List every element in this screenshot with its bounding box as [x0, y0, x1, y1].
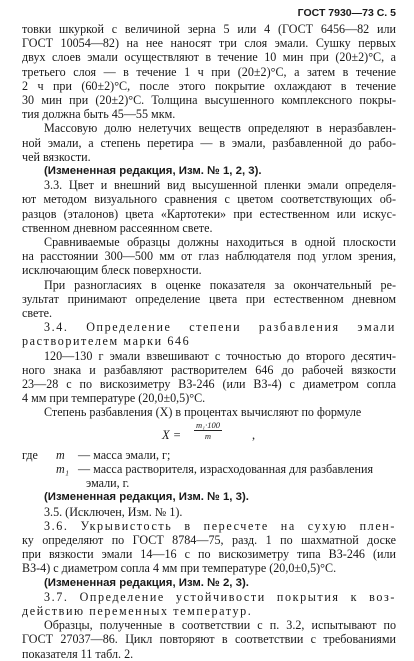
text-line: на расстоянии 300—500 мм от глаз наблюдателя под углом зрения, — [22, 249, 396, 264]
def-text: эмали, г. — [86, 476, 130, 491]
text-line: зультат принимают определение цвета при естественном дневном — [22, 291, 396, 306]
text-line: третьего слоя — в течение 1 ч при (20±2)°С, а затем в течение — [22, 64, 396, 79]
def-text: — масса эмали, г; — [78, 447, 171, 462]
paragraph-drying — [22, 22, 396, 121]
def-symbol: m₁ — [56, 461, 69, 476]
dilution-formula — [22, 420, 396, 448]
text-line: ВЗ-4) с диаметром сопла 4 мм при температуре (20,0±0,5)°С. — [22, 561, 337, 576]
text-line: ГОСТ 27037—86. Цикл повторяют в соответствии с требованиями — [22, 632, 396, 647]
formula-fraction — [194, 420, 222, 441]
paragraph-mass-fraction — [22, 121, 396, 164]
def-lead — [22, 462, 56, 476]
section-3-3 — [22, 178, 396, 320]
section-3-4 — [22, 320, 396, 518]
text-line: 3.3. Цвет и внешний вид высушенной пленки эмали определя- — [44, 178, 396, 193]
formula-definitions — [22, 448, 396, 491]
text-line: свете. — [22, 306, 53, 321]
text-line: ственном дневном рассеянном свете. — [22, 220, 213, 235]
text-line: 2 ч при (60±2)°С, после этого покрытие охлаждают в течение — [22, 78, 396, 93]
text-line: ку определяют по ГОСТ 8784—75, разд. 1 по шахматной доске — [22, 532, 396, 547]
page-header: ГОСТ 7930—73 С. 5 — [297, 7, 396, 19]
section-title: растворителем марки 646 — [22, 334, 191, 349]
text-line: чей вязкости. — [22, 149, 91, 164]
text-line: при вязкости эмали 14—16 с по вискозиметру типа ВЗ-246 (или — [22, 547, 396, 562]
text-line: ной эмали, а степень перетира — в эмали, разбавленной до рабо- — [22, 135, 396, 150]
text-line: Сравниваемые образцы должны находиться в одной плоскости — [44, 235, 396, 250]
text-line: тия должна быть 45—55 мкм. — [22, 107, 176, 122]
def-lead — [22, 476, 56, 490]
formula-denominator: m — [204, 430, 212, 441]
def-text: — масса растворителя, израсходованная для разбавления — [78, 461, 374, 476]
formula-tail: , — [252, 427, 256, 442]
revision-note: (Измененная редакция, Изм. № 1, 2, 3). — [44, 165, 262, 178]
text-line: 3.6. Укрывистость в пересчете на сухую плен- — [44, 518, 396, 533]
section-3-5: 3.5. (Исключен, Изм. № 1). — [44, 504, 183, 519]
text-line: 23—28 с по вискозиметру ВЗ-246 (или ВЗ-4) с диаметром сопла — [22, 377, 396, 392]
section-title: 3.7. Определение устойчивости покрытия к воз- — [44, 589, 396, 604]
text-line: При разногласиях в оценке показателя за окончательный ре- — [44, 277, 396, 292]
section-title: 3.4. Определение степени разбавления эмали — [44, 320, 396, 335]
section-3-6 — [22, 519, 396, 590]
text-line: товки шкуркой с величиной зерна 5 или 4 (ГОСТ 6456—82 или — [22, 22, 396, 36]
text-line: Образцы, полученные в соответствии с п. 3.2, испытывают по — [44, 618, 396, 633]
revision-note: (Измененная редакция, Изм. № 1, 3). — [44, 491, 249, 504]
def-symbol: m — [56, 447, 65, 462]
section-3-7 — [22, 590, 396, 661]
text-line: Массовую долю нелетучих веществ определяют в неразбавлен- — [44, 121, 396, 136]
revision-note: (Измененная редакция, Изм. № 2, 3). — [44, 576, 249, 589]
text-line: исключающим блеск поверхности. — [22, 263, 202, 278]
text-line: ГОСТ 10054—82) на нее наносят три слоя эмали. Сушку первых — [22, 36, 396, 51]
section-title: действию переменных температур. — [22, 603, 253, 618]
def-symbol — [56, 476, 78, 490]
text-line: Степень разбавления (X) в процентах вычисляют по формуле — [44, 405, 362, 420]
text-line: 4 мм при температуре (20,0±0,5)°С. — [22, 391, 206, 406]
text-line: ют методом визуального сравнения с цветом соответствующих об- — [22, 192, 396, 207]
text-line: двух слоев эмали осуществляют в течение 10 мин при (20±2)°С, а — [22, 50, 396, 65]
formula-numerator: m₁·100 — [196, 419, 220, 430]
text-line: 120—130 г эмали взвешивают с точностью до второго десятич- — [44, 348, 396, 363]
text-line: ного знака и разбавляют растворителем 646 до рабочей вязкости — [22, 362, 396, 377]
text-line: разцов (эталонов) цвета «Картотеки» при естественном или искус- — [22, 206, 396, 221]
formula-lhs: X = — [162, 427, 182, 442]
text-line: показателя 11 табл. 2. — [22, 646, 134, 661]
text-line: 30 мин при (20±2)°С. Толщина высушенного комплексного покры- — [22, 93, 396, 108]
def-lead: где — [22, 447, 38, 462]
